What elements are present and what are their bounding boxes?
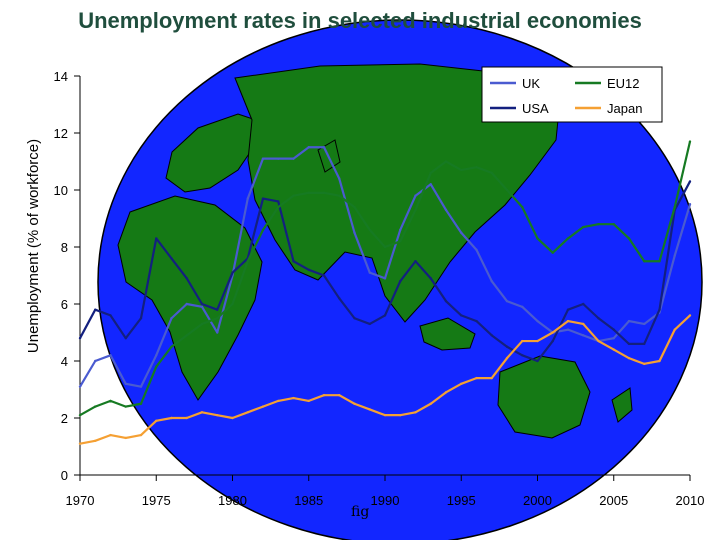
point-uk-1983 — [277, 157, 279, 159]
point-usa-1973 — [125, 337, 127, 339]
point-usa-1974 — [140, 317, 142, 319]
point-japan-1985 — [308, 400, 310, 402]
y-tick-label-2: 2 — [60, 411, 68, 426]
point-eu12-2000 — [536, 237, 538, 239]
point-japan-2003 — [582, 323, 584, 325]
point-eu12-1990 — [384, 246, 386, 248]
point-uk-1977 — [186, 303, 188, 305]
point-japan-1987 — [338, 394, 340, 396]
point-japan-1982 — [262, 405, 264, 407]
point-uk-1984 — [292, 157, 294, 159]
point-uk-2002 — [567, 328, 569, 330]
y-tick-label-6: 6 — [60, 297, 68, 312]
point-eu12-1982 — [262, 229, 264, 231]
point-eu12-2003 — [582, 226, 584, 228]
point-eu12-1972 — [109, 400, 111, 402]
point-eu12-1994 — [445, 160, 447, 162]
point-uk-1995 — [460, 232, 462, 234]
point-uk-2003 — [582, 334, 584, 336]
point-uk-2000 — [536, 320, 538, 322]
y-tick-label-8: 8 — [60, 240, 68, 255]
point-usa-2001 — [552, 340, 554, 342]
point-usa-1983 — [277, 200, 279, 202]
point-japan-2010 — [689, 314, 691, 316]
point-japan-1981 — [247, 411, 249, 413]
point-eu12-2005 — [613, 223, 615, 225]
point-eu12-1983 — [277, 206, 279, 208]
legend — [482, 67, 662, 122]
point-usa-1975 — [155, 237, 157, 239]
point-japan-1997 — [491, 377, 493, 379]
point-eu12-1980 — [231, 303, 233, 305]
point-usa-2007 — [643, 343, 645, 345]
point-japan-2001 — [552, 331, 554, 333]
point-usa-1984 — [292, 260, 294, 262]
point-usa-1979 — [216, 309, 218, 311]
point-usa-1988 — [353, 317, 355, 319]
point-japan-1976 — [170, 417, 172, 419]
point-uk-1978 — [201, 306, 203, 308]
point-eu12-2007 — [643, 260, 645, 262]
point-usa-1993 — [430, 277, 432, 279]
point-usa-2006 — [628, 343, 630, 345]
point-uk-1972 — [109, 354, 111, 356]
x-tick-label-2005: 2005 — [599, 493, 629, 508]
point-eu12-1985 — [308, 192, 310, 194]
point-usa-1998 — [506, 346, 508, 348]
point-japan-1994 — [445, 391, 447, 393]
point-eu12-1998 — [506, 189, 508, 191]
point-eu12-2009 — [674, 206, 676, 208]
point-eu12-1996 — [475, 166, 477, 168]
point-uk-2006 — [628, 320, 630, 322]
x-tick-label-1980: 1980 — [218, 493, 247, 508]
page-title: Unemployment rates in selected industrial economies — [78, 8, 642, 33]
point-uk-1973 — [125, 383, 127, 385]
point-uk-1981 — [247, 197, 249, 199]
point-uk-1989 — [369, 271, 371, 273]
point-uk-2007 — [643, 323, 645, 325]
point-usa-1992 — [414, 260, 416, 262]
point-eu12-1984 — [292, 195, 294, 197]
point-usa-2003 — [582, 303, 584, 305]
point-usa-2000 — [536, 360, 538, 362]
point-uk-1993 — [430, 183, 432, 185]
point-usa-2002 — [567, 309, 569, 311]
point-eu12-1970 — [79, 414, 81, 416]
point-japan-1983 — [277, 400, 279, 402]
point-uk-1985 — [308, 146, 310, 148]
point-japan-1995 — [460, 383, 462, 385]
point-uk-1999 — [521, 306, 523, 308]
point-eu12-2008 — [658, 260, 660, 262]
point-uk-2010 — [689, 203, 691, 205]
point-uk-1990 — [384, 277, 386, 279]
point-eu12-2004 — [597, 223, 599, 225]
point-eu12-1992 — [414, 209, 416, 211]
y-tick-label-10: 10 — [53, 183, 68, 198]
point-eu12-1995 — [460, 169, 462, 171]
point-japan-1984 — [292, 397, 294, 399]
point-japan-1973 — [125, 437, 127, 439]
point-japan-1972 — [109, 434, 111, 436]
point-japan-1979 — [216, 414, 218, 416]
point-usa-1991 — [399, 280, 401, 282]
point-usa-1987 — [338, 297, 340, 299]
point-eu12-1971 — [94, 405, 96, 407]
point-uk-1998 — [506, 300, 508, 302]
point-uk-1976 — [170, 317, 172, 319]
point-japan-1975 — [155, 420, 157, 422]
point-uk-1991 — [399, 229, 401, 231]
point-eu12-1997 — [491, 172, 493, 174]
legend-label-japan: Japan — [607, 101, 643, 116]
point-japan-1988 — [353, 403, 355, 405]
point-usa-1999 — [521, 354, 523, 356]
legend-label-usa: USA — [522, 101, 549, 116]
x-tick-label-1985: 1985 — [294, 493, 324, 508]
point-usa-1977 — [186, 277, 188, 279]
point-eu12-1993 — [430, 172, 432, 174]
point-japan-1992 — [414, 411, 416, 413]
point-uk-1979 — [216, 331, 218, 333]
point-eu12-1986 — [323, 192, 325, 194]
point-usa-1995 — [460, 314, 462, 316]
point-uk-2009 — [674, 254, 676, 256]
point-japan-2005 — [613, 348, 615, 350]
point-usa-1997 — [491, 334, 493, 336]
point-usa-1985 — [308, 269, 310, 271]
point-eu12-1989 — [369, 229, 371, 231]
y-axis-label: Unemployment (% of workforce) — [25, 138, 42, 354]
point-eu12-2001 — [552, 252, 554, 254]
point-usa-1976 — [170, 257, 172, 259]
point-japan-1980 — [231, 417, 233, 419]
point-uk-1997 — [491, 280, 493, 282]
point-eu12-2002 — [567, 237, 569, 239]
point-uk-1970 — [79, 385, 81, 387]
point-uk-1975 — [155, 354, 157, 356]
point-uk-2005 — [613, 337, 615, 339]
point-eu12-1987 — [338, 195, 340, 197]
footnote-fig: fig — [351, 504, 370, 520]
point-uk-1986 — [323, 146, 325, 148]
x-tick-label-1995: 1995 — [446, 493, 476, 508]
point-usa-2005 — [613, 328, 615, 330]
point-japan-1986 — [323, 394, 325, 396]
point-usa-1978 — [201, 303, 203, 305]
point-uk-1987 — [338, 177, 340, 179]
point-eu12-1988 — [353, 206, 355, 208]
point-japan-1991 — [399, 414, 401, 416]
point-japan-1993 — [430, 403, 432, 405]
point-usa-2008 — [658, 309, 660, 311]
point-uk-1992 — [414, 195, 416, 197]
point-usa-1971 — [94, 309, 96, 311]
point-eu12-1974 — [140, 403, 142, 405]
point-eu12-1991 — [399, 240, 401, 242]
legend-label-eu12: EU12 — [607, 76, 640, 91]
point-eu12-1978 — [201, 323, 203, 325]
point-uk-1988 — [353, 232, 355, 234]
point-usa-1989 — [369, 323, 371, 325]
point-usa-1972 — [109, 314, 111, 316]
y-tick-label-14: 14 — [53, 69, 68, 84]
point-japan-1990 — [384, 414, 386, 416]
point-japan-2000 — [536, 340, 538, 342]
point-japan-1989 — [369, 408, 371, 410]
australia-landmass — [498, 356, 590, 438]
point-japan-1977 — [186, 417, 188, 419]
point-japan-2002 — [567, 320, 569, 322]
point-japan-1971 — [94, 440, 96, 442]
y-tick-label-12: 12 — [53, 126, 68, 141]
point-usa-2004 — [597, 317, 599, 319]
point-usa-1970 — [79, 337, 81, 339]
point-uk-1974 — [140, 385, 142, 387]
point-usa-1980 — [231, 271, 233, 273]
point-japan-1998 — [506, 357, 508, 359]
x-tick-label-2010: 2010 — [675, 493, 705, 508]
point-eu12-2006 — [628, 237, 630, 239]
point-japan-2007 — [643, 363, 645, 365]
point-uk-1982 — [262, 157, 264, 159]
point-eu12-1976 — [170, 346, 172, 348]
point-eu12-1979 — [216, 317, 218, 319]
point-usa-1990 — [384, 314, 386, 316]
point-eu12-1977 — [186, 334, 188, 336]
x-tick-label-2000: 2000 — [523, 493, 552, 508]
x-tick-label-1970: 1970 — [65, 493, 95, 508]
y-tick-label-0: 0 — [60, 468, 68, 483]
point-uk-1994 — [445, 209, 447, 211]
point-japan-1978 — [201, 411, 203, 413]
point-japan-1999 — [521, 340, 523, 342]
point-japan-2009 — [674, 328, 676, 330]
point-japan-2008 — [658, 360, 660, 362]
point-uk-1996 — [475, 249, 477, 251]
point-eu12-2010 — [689, 140, 691, 142]
point-japan-2006 — [628, 357, 630, 359]
point-uk-1971 — [94, 360, 96, 362]
point-usa-1986 — [323, 274, 325, 276]
x-tick-label-1975: 1975 — [141, 493, 171, 508]
y-tick-label-4: 4 — [60, 354, 68, 369]
point-japan-1970 — [79, 442, 81, 444]
point-japan-1996 — [475, 377, 477, 379]
point-usa-2010 — [689, 180, 691, 182]
point-japan-2004 — [597, 340, 599, 342]
point-japan-1974 — [140, 434, 142, 436]
point-eu12-1999 — [521, 206, 523, 208]
point-usa-1996 — [475, 320, 477, 322]
x-tick-label-1990: 1990 — [370, 493, 400, 508]
legend-label-uk: UK — [522, 76, 541, 91]
point-eu12-1975 — [155, 366, 157, 368]
point-eu12-1981 — [247, 260, 249, 262]
point-usa-1982 — [262, 197, 264, 199]
point-usa-1994 — [445, 300, 447, 302]
point-eu12-1973 — [125, 405, 127, 407]
